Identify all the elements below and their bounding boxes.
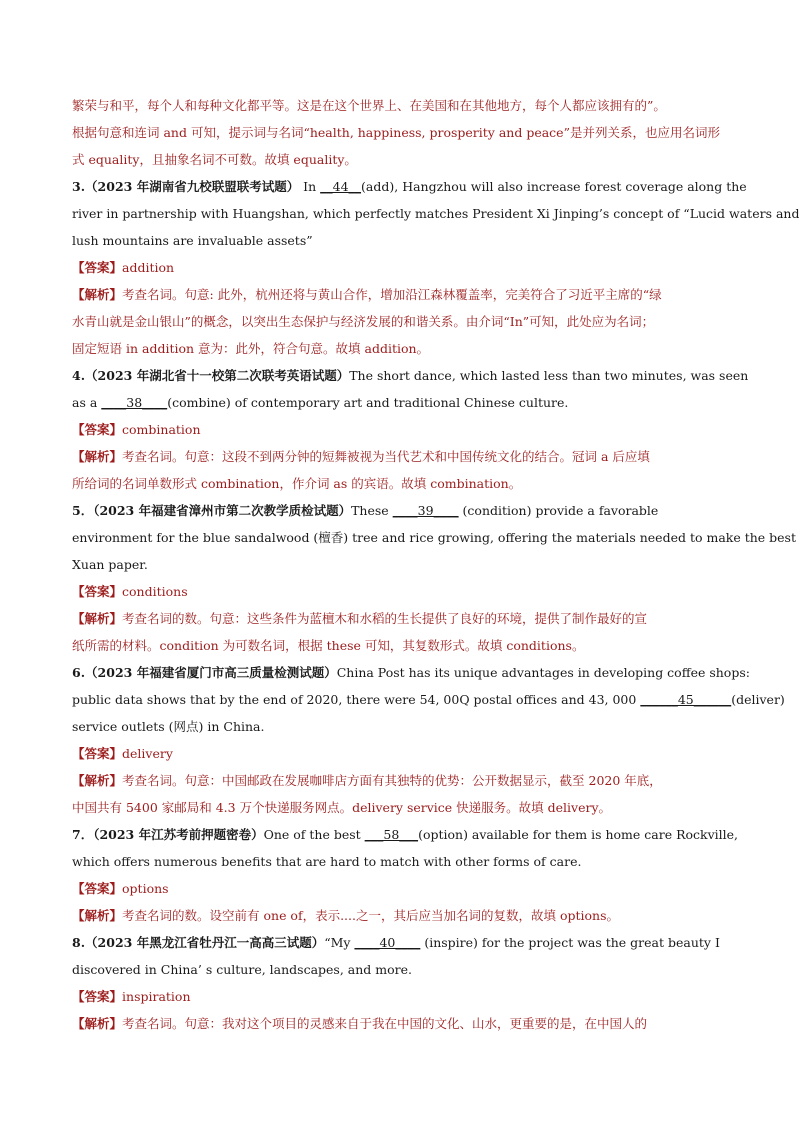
text-line [72, 335, 724, 362]
text-segment: China Post has its unique advantages in developing coffee shops: [336, 665, 750, 680]
text-segment: which offers numerous benefits that are hard to match with other forms of care. [72, 854, 582, 869]
text-segment: 考查名词。句意：这段不到两分钟的短舞被视为当代艺术和中国传统文化的结合。冠词 a 后应填 [122, 449, 650, 464]
text-segment: One of the best [263, 827, 365, 842]
text-segment: combination [122, 422, 201, 437]
text-line [72, 740, 724, 767]
section-tag: 【答案】 [72, 746, 123, 761]
question-source: 7．（2023 年江苏考前押题密卷） [72, 827, 264, 842]
text-line [72, 686, 785, 713]
text-line [72, 173, 747, 200]
answer-blank: ____38____ [101, 395, 168, 410]
text-line [72, 362, 749, 389]
text-segment: 固定短语 in addition 意为：此外，符合句意。故填 addition。 [72, 341, 430, 356]
text-segment: 纸所需的材料。condition 为可数名词，根据 these 可知，其复数形式。故填 conditions。 [72, 638, 585, 653]
section-tag: 【答案】 [72, 422, 123, 437]
text-line [72, 281, 724, 308]
text-segment: In [299, 179, 321, 194]
text-line [72, 983, 724, 1010]
question-source: 8.（2023 年黑龙江省牡丹江一高高三试题） [72, 935, 325, 950]
section-tag: 【答案】 [72, 260, 123, 275]
text-segment: (add), Hangzhou will also increase forest coverage along the [361, 179, 747, 194]
text-line [72, 551, 724, 578]
text-segment: 考查名词。句意：我对这个项目的灵感来自于我在中国的文化、山水，更重要的是，在中国人的 [122, 1016, 648, 1031]
text-line [72, 416, 724, 443]
section-tag: 【解析】 [72, 611, 123, 626]
text-line [72, 875, 724, 902]
text-line [72, 200, 799, 227]
text-segment: 式 equality，且抽象名词不可数。故填 equality。 [72, 152, 357, 167]
text-line [72, 632, 724, 659]
text-line [72, 578, 724, 605]
text-line [72, 929, 724, 956]
answer-blank: __44__ [320, 179, 362, 194]
text-segment: “My [324, 935, 355, 950]
text-line [72, 767, 724, 794]
text-segment: The short dance, which lasted less than two minutes, was seen [349, 368, 749, 383]
text-segment: (option) available for them is home care Rockville, [418, 827, 739, 842]
text-line [72, 524, 796, 551]
text-segment: service outlets (网点) in China. [72, 719, 265, 734]
answer-blank: ___58___ [364, 827, 419, 842]
text-segment: (inspire) for the project was the great beauty I [420, 935, 720, 950]
text-line [72, 821, 739, 848]
text-segment: river in partnership with Huangshan, which perfectly matches President Xi Jinping’s concept of “Lucid waters and [72, 206, 799, 221]
text-segment: 考查名词的数。设空前有 one of，表示....之一，其后应当加名词的复数，故填 options。 [122, 908, 619, 923]
text-segment: public data shows that by the end of 2020, there were 54, 00Q postal offices and 43, 000 [72, 692, 641, 707]
section-tag: 【答案】 [72, 881, 123, 896]
question-source: 6.（2023 年福建省厦门市高三质量检测试题） [72, 665, 337, 680]
text-line [72, 902, 724, 929]
text-line [72, 497, 724, 524]
text-line [72, 605, 724, 632]
text-line [72, 659, 750, 686]
text-segment: 根据句意和连词 and 可知，提示词与名词“health, happiness, prosperity and peace”是并列关系，也应用名词形 [72, 125, 720, 140]
section-tag: 【解析】 [72, 287, 123, 302]
text-segment: (combine) of contemporary art and traditional Chinese culture. [167, 395, 569, 410]
text-segment: (condition) provide a favorable [458, 503, 659, 518]
section-tag: 【解析】 [72, 908, 123, 923]
text-segment: (deliver) [731, 692, 785, 707]
text-segment: addition [122, 260, 175, 275]
text-segment: 水青山就是金山银山”的概念，以突出生态保护与经济发展的和谐关系。由介词“In”可知，此处应为名词； [72, 314, 655, 329]
text-segment: These [351, 503, 393, 518]
answer-blank: ____40____ [354, 935, 421, 950]
text-line [72, 308, 724, 335]
text-segment: delivery [122, 746, 173, 761]
text-line [72, 254, 724, 281]
section-tag: 【解析】 [72, 1016, 123, 1031]
text-segment: inspiration [122, 989, 191, 1004]
text-segment: options [122, 881, 169, 896]
question-source: 5．（2023 年福建省漳州市第二次教学质检试题） [72, 503, 352, 518]
text-line [72, 713, 724, 740]
text-segment: Xuan paper. [72, 557, 148, 572]
text-segment: 考查名词。句意: 此外，杭州还将与黄山合作，增加沿江森林覆盖率，完美符合了习近平主席的“绿 [122, 287, 662, 302]
section-tag: 【答案】 [72, 584, 123, 599]
text-segment: 考查名词。句意：中国邮政在发展咖啡店方面有其独特的优势：公开数据显示，截至 2020 年底， [122, 773, 662, 788]
text-segment: lush mountains are invaluable assets” [72, 233, 313, 248]
section-tag: 【答案】 [72, 989, 123, 1004]
text-line [72, 227, 724, 254]
text-segment: 所给词的名词单数形式 combination，作介词 as 的宾语。故填 combination。 [72, 476, 522, 491]
document-body [72, 92, 799, 1037]
section-tag: 【解析】 [72, 773, 123, 788]
text-line [72, 470, 724, 497]
section-tag: 【解析】 [72, 449, 123, 464]
text-line [72, 119, 724, 146]
text-segment: 繁荣与和平，每个人和每种文化都平等。这是在这个世界上、在美国和在其他地方，每个人都应该拥有的”。 [72, 98, 666, 113]
text-segment: conditions [122, 584, 188, 599]
answer-blank: ______45______ [640, 692, 732, 707]
text-line [72, 443, 724, 470]
answer-blank: ____39____ [392, 503, 459, 518]
text-line [72, 956, 724, 983]
question-source: 3.（2023 年湖南省九校联盟联考试题） [72, 179, 300, 194]
text-segment: discovered in China’ s culture, landscapes, and more. [72, 962, 412, 977]
text-segment: environment for the blue sandalwood (檀香) tree and rice growing, offering the materials needed to make the best [72, 530, 796, 545]
text-segment: 考查名词的数。句意：这些条件为蓝檀木和水稻的生长提供了良好的环境，提供了制作最好的宣 [122, 611, 648, 626]
text-line [72, 1010, 724, 1037]
text-segment: 中国共有 5400 家邮局和 4.3 万个快递服务网点。delivery service 快递服务。故填 delivery。 [72, 800, 612, 815]
text-line [72, 92, 724, 119]
text-line [72, 389, 724, 416]
question-source: 4.（2023 年湖北省十一校第二次联考英语试题） [72, 368, 350, 383]
text-line [72, 848, 724, 875]
text-segment: as a [72, 395, 102, 410]
text-line [72, 794, 724, 821]
text-line [72, 146, 724, 173]
